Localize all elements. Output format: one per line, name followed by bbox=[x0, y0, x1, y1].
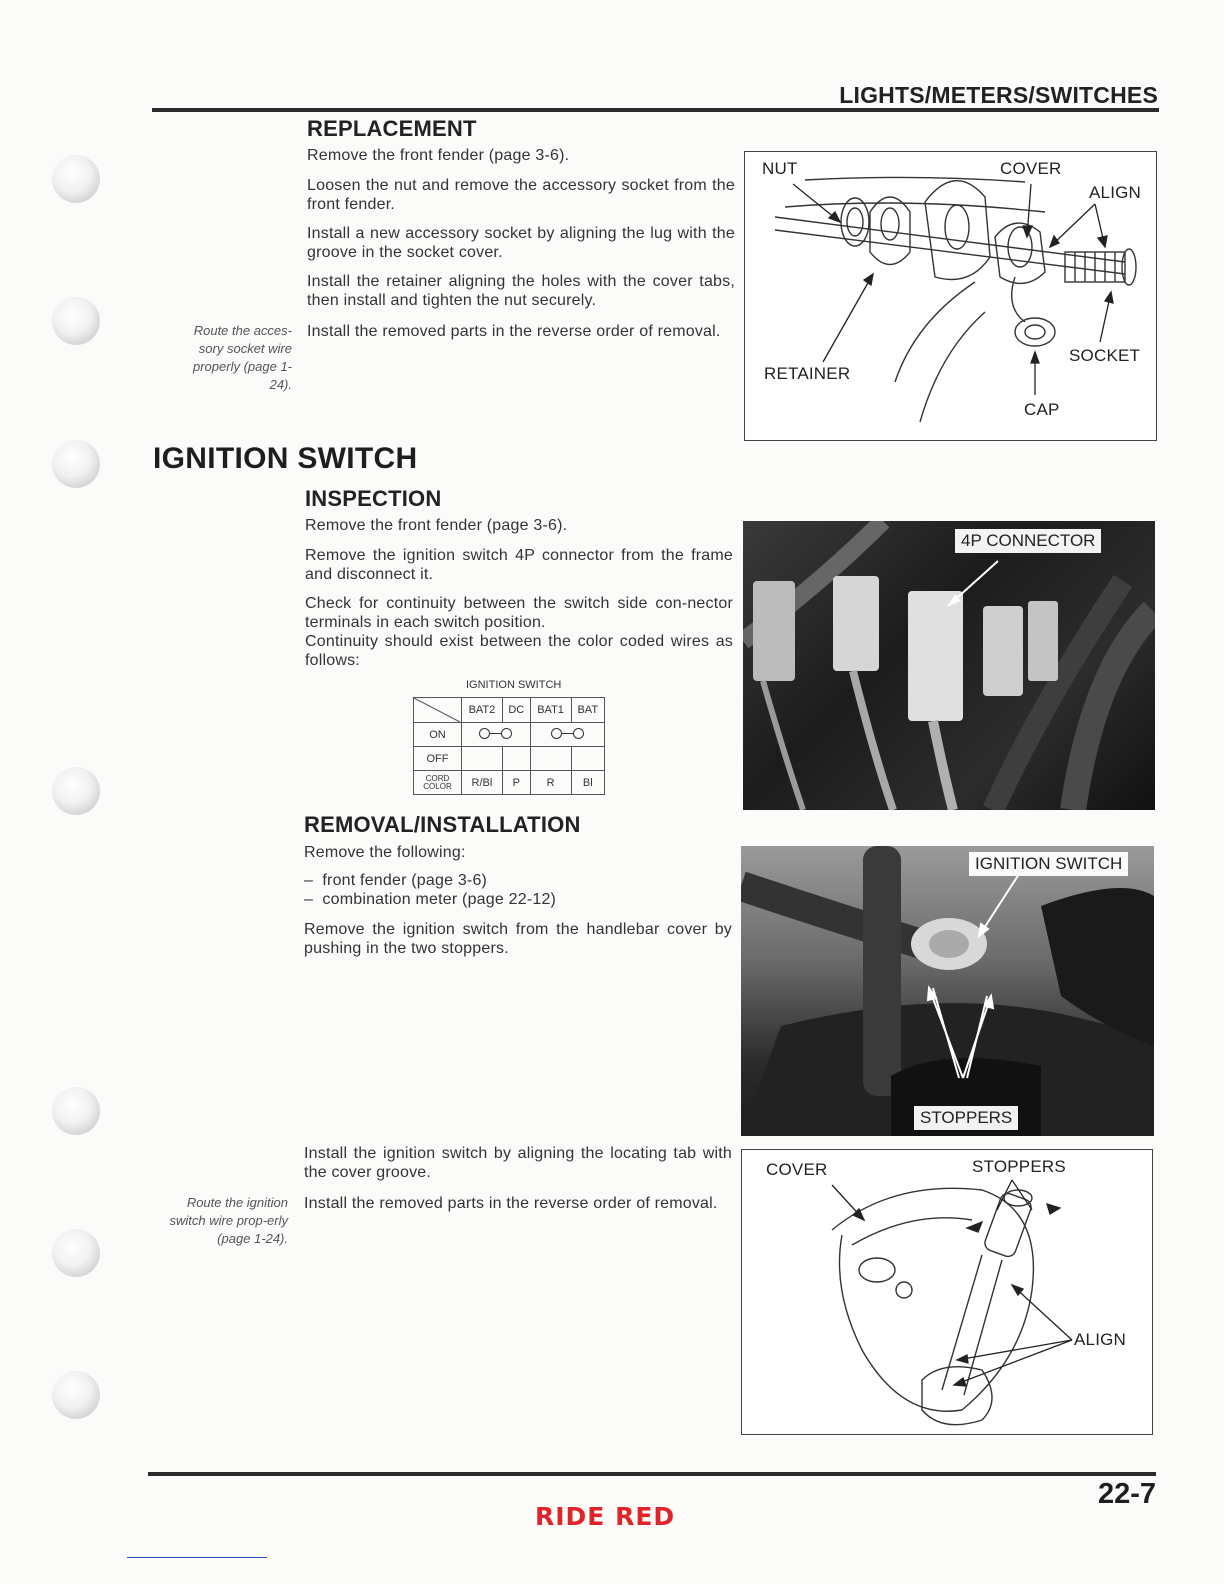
removal-list-item-1: – front fender (page 3-6) bbox=[304, 872, 488, 889]
label-nut: NUT bbox=[762, 159, 798, 178]
link-underline bbox=[127, 1557, 267, 1558]
continuity-table bbox=[413, 697, 605, 795]
removal-heading: REMOVAL/INSTALLATION bbox=[304, 812, 581, 837]
photo-label-stoppers: STOPPERS bbox=[914, 1106, 1018, 1130]
header-rule bbox=[152, 108, 1159, 112]
binder-hole bbox=[52, 1087, 100, 1135]
inspection-step-4: Continuity should exist between the color coded wires as follows: bbox=[305, 633, 733, 669]
photo-label-4p-connector: 4P CONNECTOR bbox=[955, 529, 1101, 553]
removal-step-1: Remove the ignition switch from the handlebar cover by pushing in the two stoppers. bbox=[304, 921, 732, 957]
table-row-on bbox=[414, 723, 605, 747]
inspection-step-1: Remove the front fender (page 3-6). bbox=[305, 517, 568, 534]
table-row-cord-color bbox=[414, 771, 605, 795]
connector-photo-drawing bbox=[743, 521, 1155, 810]
footer-rule bbox=[148, 1472, 1156, 1476]
replacement-step-2: Loosen the nut and remove the accessory socket from the front fender. bbox=[307, 177, 735, 213]
installation-step-1: Install the ignition switch by aligning the locating tab with the cover groove. bbox=[304, 1145, 732, 1181]
cord-color-dc: P bbox=[502, 771, 530, 795]
binder-hole bbox=[52, 1371, 100, 1419]
replacement-step-5: Install the removed parts in the reverse order of removal. bbox=[307, 323, 721, 340]
binder-hole bbox=[52, 1229, 100, 1277]
table-header-row bbox=[414, 698, 605, 723]
brand-logo: RIDE RED bbox=[535, 1502, 676, 1531]
page-number: 22-7 bbox=[1097, 1478, 1156, 1510]
binder-hole bbox=[52, 297, 100, 345]
corner-diagonal bbox=[414, 698, 460, 722]
label-cover: COVER bbox=[1000, 159, 1062, 178]
section-title: LIGHTS/METERS/SWITCHES bbox=[839, 82, 1158, 108]
binder-hole bbox=[52, 155, 100, 203]
cord-color-bat: Bl bbox=[571, 771, 604, 795]
inspection-step-3: Check for continuity between the switch side con-nector terminals in each switch position. bbox=[305, 595, 733, 631]
replacement-step-1: Remove the front fender (page 3-6). bbox=[307, 147, 570, 164]
cord-color-bat2: R/Bl bbox=[462, 771, 503, 795]
installation-step-2: Install the removed parts in the reverse order of removal. bbox=[304, 1195, 718, 1212]
accessory-socket-figure bbox=[744, 151, 1157, 441]
ignition-switch-photo bbox=[741, 846, 1154, 1136]
label-retainer: RETAINER bbox=[764, 364, 851, 383]
ignition-switch-cover-figure bbox=[741, 1149, 1153, 1435]
ignition-switch-cover-drawing bbox=[742, 1150, 1151, 1433]
replacement-step-3: Install a new accessory socket by aligning the lug with the groove in the socket cover. bbox=[307, 225, 735, 261]
inspection-step-2: Remove the ignition switch 4P connector from the frame and disconnect it. bbox=[305, 547, 733, 583]
col-bat1: BAT1 bbox=[530, 698, 571, 723]
cord-color-bat1: R bbox=[530, 771, 571, 795]
label-socket: SOCKET bbox=[1069, 346, 1141, 365]
continuity-table-caption: IGNITION SWITCH bbox=[466, 679, 562, 691]
removal-intro: Remove the following: bbox=[304, 844, 466, 861]
replacement-step-4: Install the retainer aligning the holes with the cover tabs, then install and tighten the nut securely. bbox=[307, 273, 735, 309]
label-cap: CAP bbox=[1024, 400, 1060, 419]
continuity-bat2-dc bbox=[462, 723, 531, 747]
label-stoppers: STOPPERS bbox=[972, 1157, 1066, 1176]
label-cover: COVER bbox=[766, 1160, 828, 1179]
ignition-switch-photo-drawing bbox=[741, 846, 1154, 1136]
replacement-side-note: Route the acces-sory socket wire properly (page 1-24). bbox=[193, 323, 292, 392]
table-row-off bbox=[414, 747, 605, 771]
removal-side-note: Route the ignition switch wire prop-erly (page 1-24). bbox=[169, 1195, 288, 1246]
inspection-heading: INSPECTION bbox=[305, 486, 442, 511]
row-cord-label: CORD COLOR bbox=[414, 771, 462, 795]
continuity-bat1-bat bbox=[530, 723, 604, 747]
col-dc: DC bbox=[502, 698, 530, 723]
replacement-heading: REPLACEMENT bbox=[307, 116, 477, 141]
connector-photo bbox=[743, 521, 1155, 810]
binder-hole bbox=[52, 767, 100, 815]
removal-list-item-2: – combination meter (page 22-12) bbox=[304, 891, 557, 908]
col-bat2: BAT2 bbox=[462, 698, 503, 723]
row-on-label: ON bbox=[414, 723, 462, 747]
label-align: ALIGN bbox=[1089, 183, 1142, 202]
label-align: ALIGN bbox=[1074, 1330, 1127, 1349]
col-bat: BAT bbox=[571, 698, 604, 723]
binder-hole bbox=[52, 440, 100, 488]
row-off-label: OFF bbox=[414, 747, 462, 771]
photo-label-ignition-switch: IGNITION SWITCH bbox=[969, 852, 1128, 876]
table-corner bbox=[414, 698, 462, 723]
ignition-switch-title: IGNITION SWITCH bbox=[153, 442, 418, 475]
